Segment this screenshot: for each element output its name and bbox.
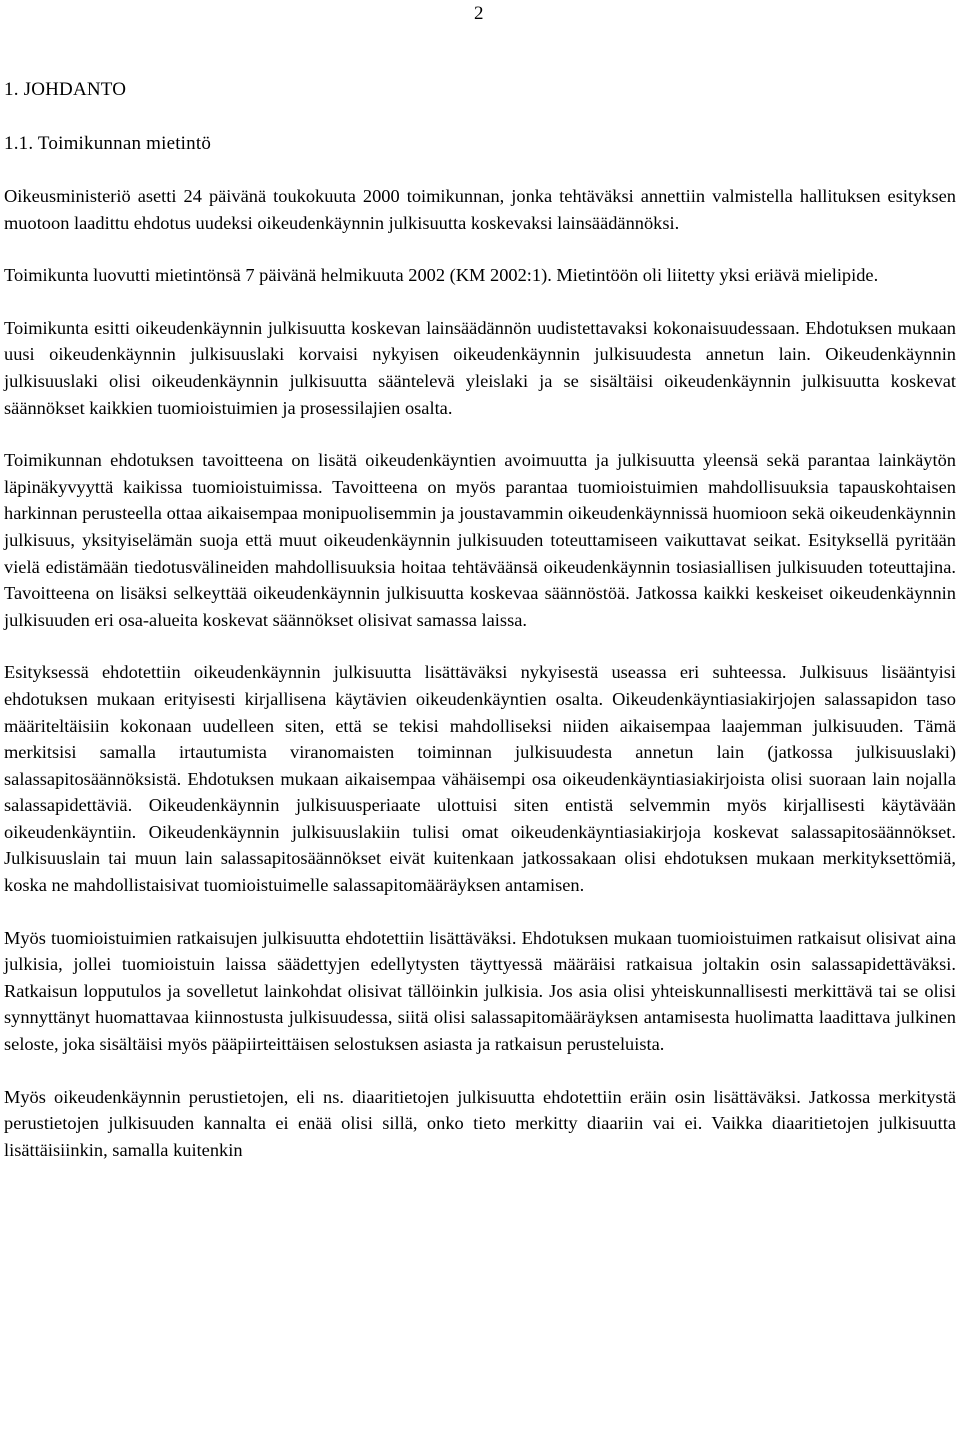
paragraph-7: Myös oikeudenkäynnin perustietojen, eli ns. diaaritietojen julkisuutta ehdotettiin eräin osin lisättäväksi. Jatkossa merkitystä perustietojen julkisuuden kannalta ei enää olisi sillä, onko tieto merkitty diaariin vai ei. Vaikka diaaritietojen julkisuutta lisättäisiinkin, samalla kuitenkin	[4, 1086, 956, 1160]
page-number: 2	[474, 3, 484, 24]
paragraph-2: Toimikunta luovutti mietintönsä 7 päivänä helmikuuta 2002 (KM 2002:1). Mietintöön oli liitetty yksi eriävä mielipide.	[4, 265, 879, 286]
paragraph-1: Oikeusministeriö asetti 24 päivänä toukokuuta 2000 toimikunnan, jonka tehtäväksi annettiin valmistella hallituksen esityksen muotoon laadittu ehdotus uudeksi oikeudenkäynnin julkisuutta koskevaksi lainsäädännöksi.	[4, 186, 956, 233]
document-body	[4, 76, 956, 1189]
paragraph-4: Toimikunnan ehdotuksen tavoitteena on lisätä oikeudenkäyntien avoimuutta ja julkisuutta yleensä sekä parantaa lainkäytön läpinäkyvyyttä kaikissa tuomioistuimissa. Tavoitteena on myös parantaa tuomioistuimien mahdollisuuksia tapauskohtaisen harkinnan perusteella ottaa aikaisempaa monipuolisemmin ja joustavammin oikeudenkäynnissä huomioon sekä oikeudenkäynnin julkisuus, yksityiselämän suoja että muut oikeudenkäynnin julkisuuden toteuttamiseen vaikuttavat seikat. Esityksellä pyritään vielä edistämään tiedotusvälineiden mahdollisuuksia hoitaa tehtäväänsä oikeudenkäynnin tosiasiallisen julkisuuden toteuttajina. Tavoitteena on lisäksi selkeyttää oikeudenkäynnin julkisuutta koskevaa säännöstöä. Jatkossa kaikki keskeiset oikeudenkäynnin julkisuuden eri osa-alueita koskevat säännökset olisivat samassa laissa.	[4, 450, 956, 630]
paragraph-3: Toimikunta esitti oikeudenkäynnin julkisuutta koskevan lainsäädännön uudistettavaksi kokonaisuudessaan. Ehdotuksen mukaan uusi oikeudenkäynnin julkisuuslaki korvaisi nykyisen oikeudenkäynnin julkisuudesta annetun lain. Oikeudenkäynnin julkisuuslaki olisi oikeudenkäynnin julkisuutta sääntelevä yleislaki ja se sisältäisi oikeudenkäynnin julkisuutta koskevat säännökset kaikkien tuomioistuimien ja prosessilajien osalta.	[4, 317, 956, 418]
paragraph-6: Myös tuomioistuimien ratkaisujen julkisuutta ehdotettiin lisättäväksi. Ehdotuksen mukaan tuomioistuimen ratkaisut olisivat aina julkisia, jollei tuomioistuin laissa säädettyjen edellytysten täyttyessä määräisi ratkaisua joltakin osin salassapidettäväksi. Ratkaisun lopputulos ja sovelletut lainkohdat olisivat tällöinkin julkisia. Jos asia olisi yhteiskunnallisesti merkittävä tai se olisi synnyttänyt huomattavaa kiinnostusta julkisuudessa, siitä olisi salassapitomääräyksen antamisesta huolimatta laadittava julkinen seloste, joka sisältäisi myös pääpiirteittäisen selostuksen asiasta ja ratkaisun perusteluista.	[4, 927, 956, 1055]
paragraph-5: Esityksessä ehdotettiin oikeudenkäynnin julkisuutta lisättäväksi nykyisestä useassa eri suhteessa. Julkisuus lisääntyisi ehdotuksen mukaan erityisesti kirjallisena käytävien oikeudenkäyntien osalta. Oikeudenkäyntiasiakirjojen salassapidon taso määriteltäisiin kokonaan uudelleen siten, että se tekisi mahdolliseksi niiden aikaisempaa laajemman julkisuuden. Tämä merkitsisi samalla irtautumista viranomaisten toiminnan julkisuudesta annetun lain (jatkossa julkisuuslaki) salassapitosäännöksistä. Ehdotuksen mukaan aikaisempaa vähäisempi osa oikeudenkäyntiasiakirjoista olisi suoraan lain nojalla salassapidettäviä. Oikeudenkäynnin julkisuusperiaate ulottuisi siten entistä selvemmin myös kirjallisesti käytävään oikeudenkäyntiin. Oikeudenkäynnin julkisuuslakiin tulisi omat oikeudenkäyntiasiakirjoja koskevat salassapitosäännökset. Julkisuuslain tai muun lain salassapitosäännökset eivät kuitenkaan jatkossakaan olisi ehdotuksen mukaan merkityksettömiä, koska ne mahdollistaisivat tuomioistuimelle salassapitomääräyksen antamisen.	[4, 662, 956, 896]
section-heading: 1.1. Toimikunnan mietintö	[4, 133, 212, 154]
chapter-heading: 1. JOHDANTO	[4, 79, 127, 100]
